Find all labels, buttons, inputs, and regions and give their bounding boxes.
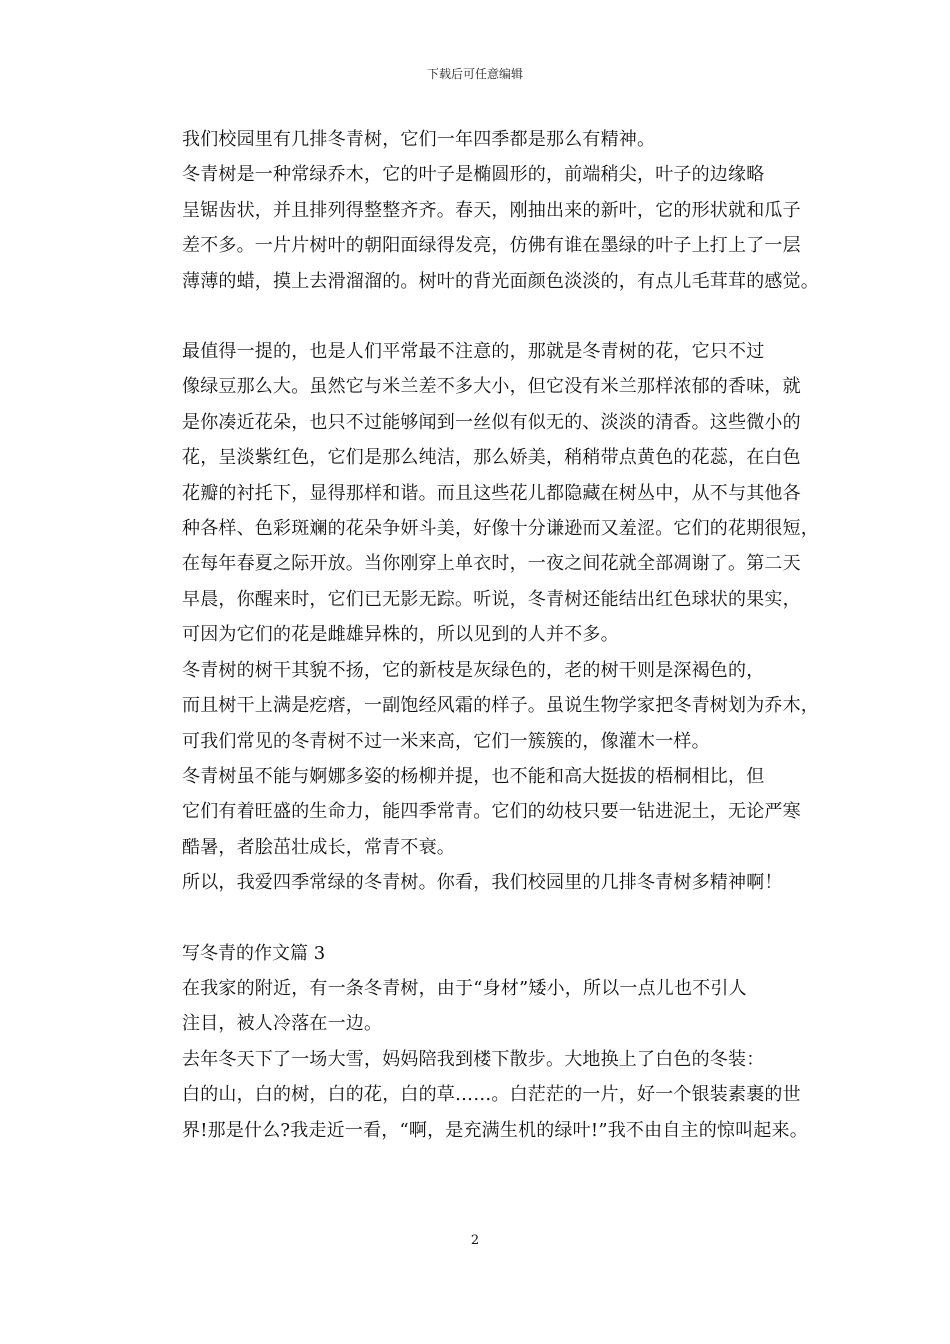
text-line: 差不多。一片片树叶的朝阳面绿得发亮，仿佛有谁在墨绿的叶子上打上了一层 [182,235,801,257]
text-line: 酷暑，者脍茁壮成长，常青不衰。 [182,836,455,858]
text-line: 可因为它们的花是雌雄异株的，所以见到的人并不多。 [182,624,619,646]
text-line: 我们校园里有几排冬青树，它们一年四季都是那么有精神。 [182,129,656,150]
page-number: 2 [470,1233,480,1248]
text-line: 薄薄的蜡，摸上去滑溜溜的。树叶的背光面颜色淡淡的，有点儿毛茸茸的感觉。 [182,270,819,292]
text-line: 在我家的附近，有一条冬青树，由于“身材”矮小，所以一点儿也不引人 [182,977,747,999]
text-line: 可我们常见的冬青树不过一米来高，它们一簇簇的，像灌木一样。 [182,730,710,752]
text-line: 花瓣的衬托下，显得那样和谐。而且这些花儿都隐藏在树丛中，从不与其他各 [182,482,801,504]
page-header: 下载后可任意编辑 [426,67,523,81]
text-line: 冬青树的树干其貌不扬，它的新枝是灰绿色的，老的树干则是深褐色的， [182,659,765,681]
text-line: 所以，我爱四季常绿的冬青树。你看，我们校园里的几排冬青树多精神啊！ [182,872,783,894]
text-line: 呈锯齿状，并且排列得整整齐齐。春天，刚抽出来的新叶，它的形状就和瓜子 [182,199,801,221]
text-line: 白的山，白的树，白的花，白的草……。白茫茫的一片，好一个银装素裹的世 [182,1084,801,1106]
paragraph-spacer [145,901,813,936]
text-line: 而且树干上满是疙瘩，一副饱经风霜的样子。虽说生物学家把冬青树划为乔木， [182,695,819,717]
paragraph [145,334,819,653]
paragraph [145,1042,813,1148]
paragraph [145,653,819,759]
text-line: 它们有着旺盛的生命力，能四季常青。它们的幼枝只要一钻进泥土，无论严寒 [182,801,801,823]
document-body [145,122,819,1148]
text-line: 是你凑近花朵，也只不过能够闻到一丝似有似无的、淡淡的清香。这些微小的 [182,411,801,433]
paragraph [145,122,813,157]
paragraph [145,157,819,299]
paragraph [145,971,813,1042]
text-line: 在每年春夏之际开放。当你刚穿上单衣时，一夜之间花就全部凋谢了。第二天 [182,553,801,575]
text-line: 注目，被人冷落在一边。 [182,1013,383,1035]
text-line: 早晨，你醒来时，它们已无影无踪。听说，冬青树还能结出红色球状的果实， [182,588,801,610]
paragraph-group-section-3 [145,971,813,1148]
text-line: 最值得一提的，也是人们平常最不注意的，那就是冬青树的花，它只不过 [182,341,765,363]
paragraph-group-main [145,334,819,901]
text-line: 去年冬天下了一场大雪，妈妈陪我到楼下散步。大地换上了白色的冬装： [182,1048,765,1070]
text-line: 界!那是什么?我走近一看，“啊，是充满生机的绿叶!”我不由自主的惊叫起来。 [182,1119,808,1141]
section-title: 写冬青的作文篇 3 [182,942,326,964]
text-line: 花，呈淡紫红色，它们是那么纯洁，那么娇美，稍稍带点黄色的花蕊，在白色 [182,447,801,469]
paragraph-spacer [145,299,813,334]
text-line: 冬青树虽不能与婀娜多姿的杨柳并提，也不能和高大挺拔的梧桐相比，但 [182,765,765,787]
paragraph-group-intro [145,122,819,299]
text-line: 像绿豆那么大。虽然它与米兰差不多大小，但它没有米兰那样浓郁的香味，就 [182,376,801,398]
text-line: 冬青树是一种常绿乔木，它的叶子是椭圆形的，前端稍尖，叶子的边缘略 [182,164,765,186]
text-line: 种各样、色彩斑斓的花朵争妍斗美，好像十分谦逊而又羞涩。它们的花期很短， [182,518,819,540]
paragraph [145,759,813,865]
paragraph [145,865,813,900]
